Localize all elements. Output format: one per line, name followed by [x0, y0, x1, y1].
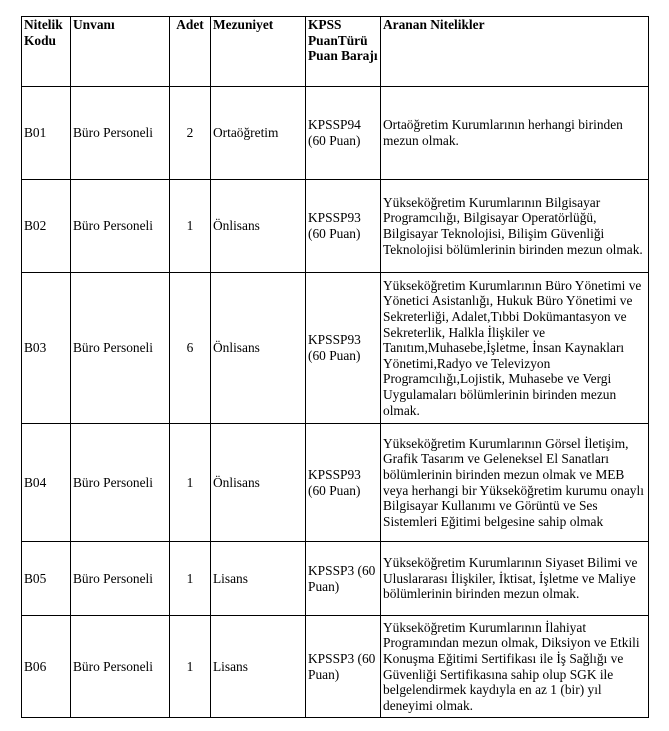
cell-requirements: Yükseköğretim Kurumlarının Siyaset Bilimi ve Uluslararası İlişkiler, İktisat, İşletme ve Maliye bölümlerinin birinden mezun olmak. — [381, 542, 649, 616]
table-row — [22, 542, 649, 616]
cell-title: Büro Personeli — [71, 542, 170, 616]
cell-requirements: Yükseköğretim Kurumlarının Büro Yönetimi ve Yönetici Asistanlığı, Hukuk Büro Yönetimi ve Sekreterliği, Adalet,Tıbbi Dokümantasyon ve Sekreterlik, Halkla İlişkiler ve Tanıtım,Muhasebe,İşletme, İnsan Kaynakları Yönetimi,Radyo ve Televizyon Programcılığı,Lojistik, Muhasebe ve Vergi Uygulamaları bölümlerinin birinden mezun olmak. — [381, 273, 649, 424]
cell-title: Büro Personeli — [71, 87, 170, 180]
cell-requirements: Yükseköğretim Kurumlarının Görsel İletişim, Grafik Tasarım ve Geleneksel El Sanatları bölümlerinin birinden mezun olmak ve MEB veya herhangi bir Yükseköğretim kurumu onaylı Bilgisayar Kullanımı ve Görüntü ve Ses Sistemleri Eğitimi belgesine sahip olmak — [381, 424, 649, 542]
cell-count: 1 — [170, 180, 211, 273]
cell-title: Büro Personeli — [71, 180, 170, 273]
cell-count: 1 — [170, 542, 211, 616]
header-kpss: KPSS PuanTürü Puan Barajı — [306, 17, 381, 87]
cell-count: 2 — [170, 87, 211, 180]
header-education: Mezuniyet — [211, 17, 306, 87]
cell-code: B06 — [22, 616, 71, 718]
cell-education: Önlisans — [211, 180, 306, 273]
header-requirements: Aranan Nitelikler — [381, 17, 649, 87]
cell-kpss: KPSSP93 (60 Puan) — [306, 273, 381, 424]
table-row — [22, 273, 649, 424]
cell-title: Büro Personeli — [71, 273, 170, 424]
requirements-table — [21, 16, 649, 718]
cell-kpss: KPSSP94 (60 Puan) — [306, 87, 381, 180]
cell-education: Lisans — [211, 616, 306, 718]
cell-code: B04 — [22, 424, 71, 542]
cell-count: 1 — [170, 616, 211, 718]
cell-code: B01 — [22, 87, 71, 180]
cell-requirements: Ortaöğretim Kurumlarının herhangi birinden mezun olmak. — [381, 87, 649, 180]
header-code: Nitelik Kodu — [22, 17, 71, 87]
header-row — [22, 17, 649, 87]
cell-education: Önlisans — [211, 273, 306, 424]
cell-kpss: KPSSP3 (60 Puan) — [306, 542, 381, 616]
header-count: Adet — [170, 17, 211, 87]
cell-kpss: KPSSP93 (60 Puan) — [306, 424, 381, 542]
cell-code: B03 — [22, 273, 71, 424]
cell-code: B02 — [22, 180, 71, 273]
cell-education: Lisans — [211, 542, 306, 616]
cell-requirements: Yükseköğretim Kurumlarının İlahiyat Programından mezun olmak, Diksiyon ve Etkili Konuşma Eğitimi Sertifikası ile İş Sağlığı ve Güvenliği Sertifikasına sahip olup SGK ile belgelendirmek kaydıyla en az 1 (bir) yıl deneyimi olmak. — [381, 616, 649, 718]
table-row — [22, 87, 649, 180]
cell-count: 6 — [170, 273, 211, 424]
table-row — [22, 180, 649, 273]
cell-requirements: Yükseköğretim Kurumlarının Bilgisayar Programcılığı, Bilgisayar Operatörlüğü, Bilgisayar Teknolojisi, Bilişim Güvenliği Teknolojisi bölümlerinin birinden mezun olmak. — [381, 180, 649, 273]
cell-kpss: KPSSP3 (60 Puan) — [306, 616, 381, 718]
table-row — [22, 616, 649, 718]
table-row — [22, 424, 649, 542]
cell-count: 1 — [170, 424, 211, 542]
cell-title: Büro Personeli — [71, 616, 170, 718]
cell-title: Büro Personeli — [71, 424, 170, 542]
cell-education: Ortaöğretim — [211, 87, 306, 180]
cell-education: Önlisans — [211, 424, 306, 542]
header-title: Unvanı — [71, 17, 170, 87]
cell-code: B05 — [22, 542, 71, 616]
cell-kpss: KPSSP93 (60 Puan) — [306, 180, 381, 273]
